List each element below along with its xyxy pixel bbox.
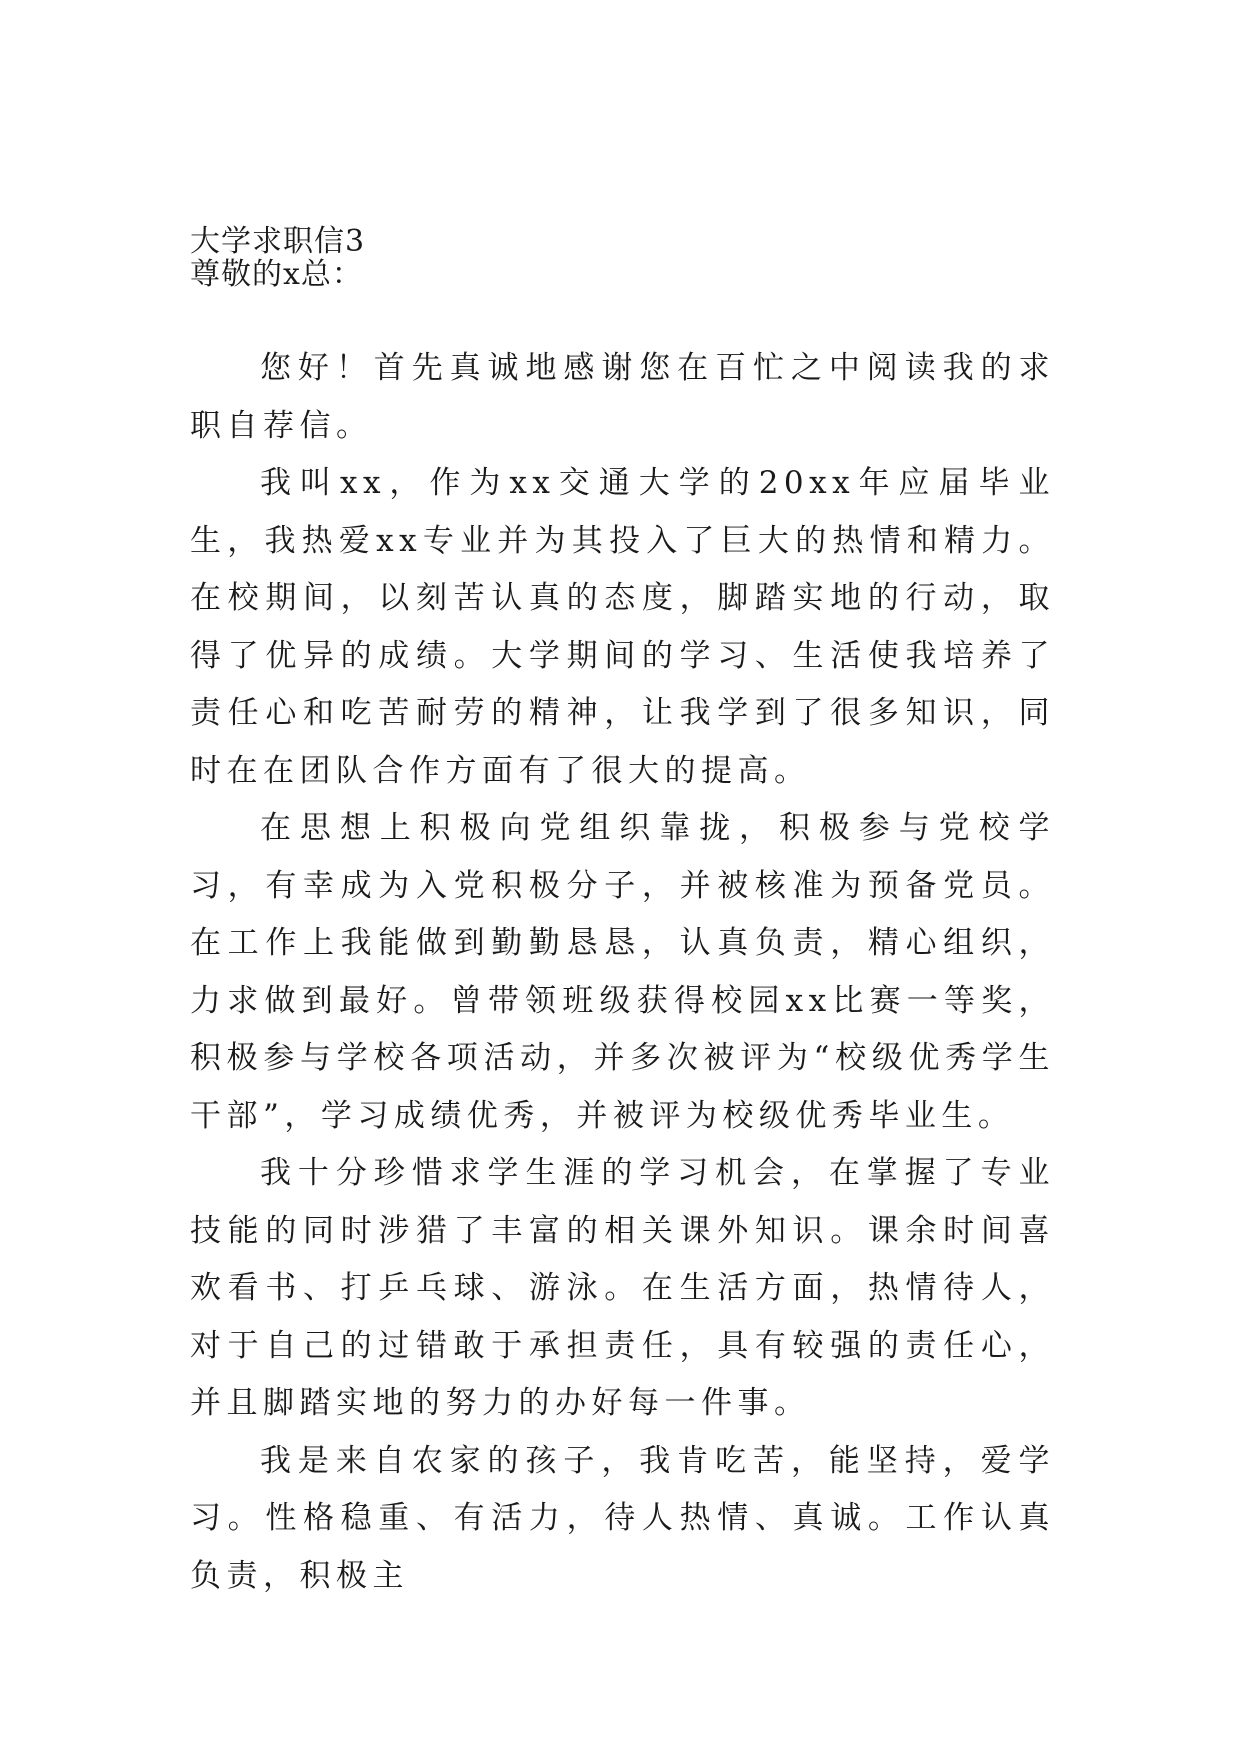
letter-body — [190, 340, 1055, 1605]
document-title: 大学求职信3 — [190, 224, 366, 259]
paragraph-personality: 我是来自农家的孩子，我肯吃苦，能坚持，爱学习。性格稳重、有活力，待人热情、真诚。工作认真负责，积极主 — [190, 1442, 1055, 1594]
paragraph-introduction: 我叫xx，作为xx交通大学的20xx年应届毕业生，我热爱xx专业并为其投入了巨大的热情和精力。在校期间，以刻苦认真的态度，脚踏实地的行动，取得了优异的成绩。大学期间的学习、生活使我培养了责任心和吃苦耐劳的精神，让我学到了很多知识，同时在在团队合作方面有了很大的提高。 — [190, 465, 1055, 789]
paragraph-greeting: 您好！首先真诚地感谢您在百忙之中阅读我的求职自荐信。 — [190, 350, 1055, 444]
salutation: 尊敬的x总： — [190, 257, 363, 292]
paragraph-interests: 我十分珍惜求学生涯的学习机会，在掌握了专业技能的同时涉猎了丰富的相关课外知识。课余时间喜欢看书、打乒乓球、游泳。在生活方面，热情待人，对于自己的过错敢于承担责任，具有较强的责任心，并且脚踏实地的努力的办好每一件事。 — [190, 1155, 1055, 1421]
paragraph-achievements: 在思想上积极向党组织靠拢，积极参与党校学习，有幸成为入党积极分子，并被核准为预备党员。在工作上我能做到勤勤恳恳，认真负责，精心组织，力求做到最好。曾带领班级获得校园xx比赛一等奖，积极参与学校各项活动，并多次被评为“校级优秀学生干部”，学习成绩优秀，并被评为校级优秀毕业生。 — [190, 810, 1055, 1134]
